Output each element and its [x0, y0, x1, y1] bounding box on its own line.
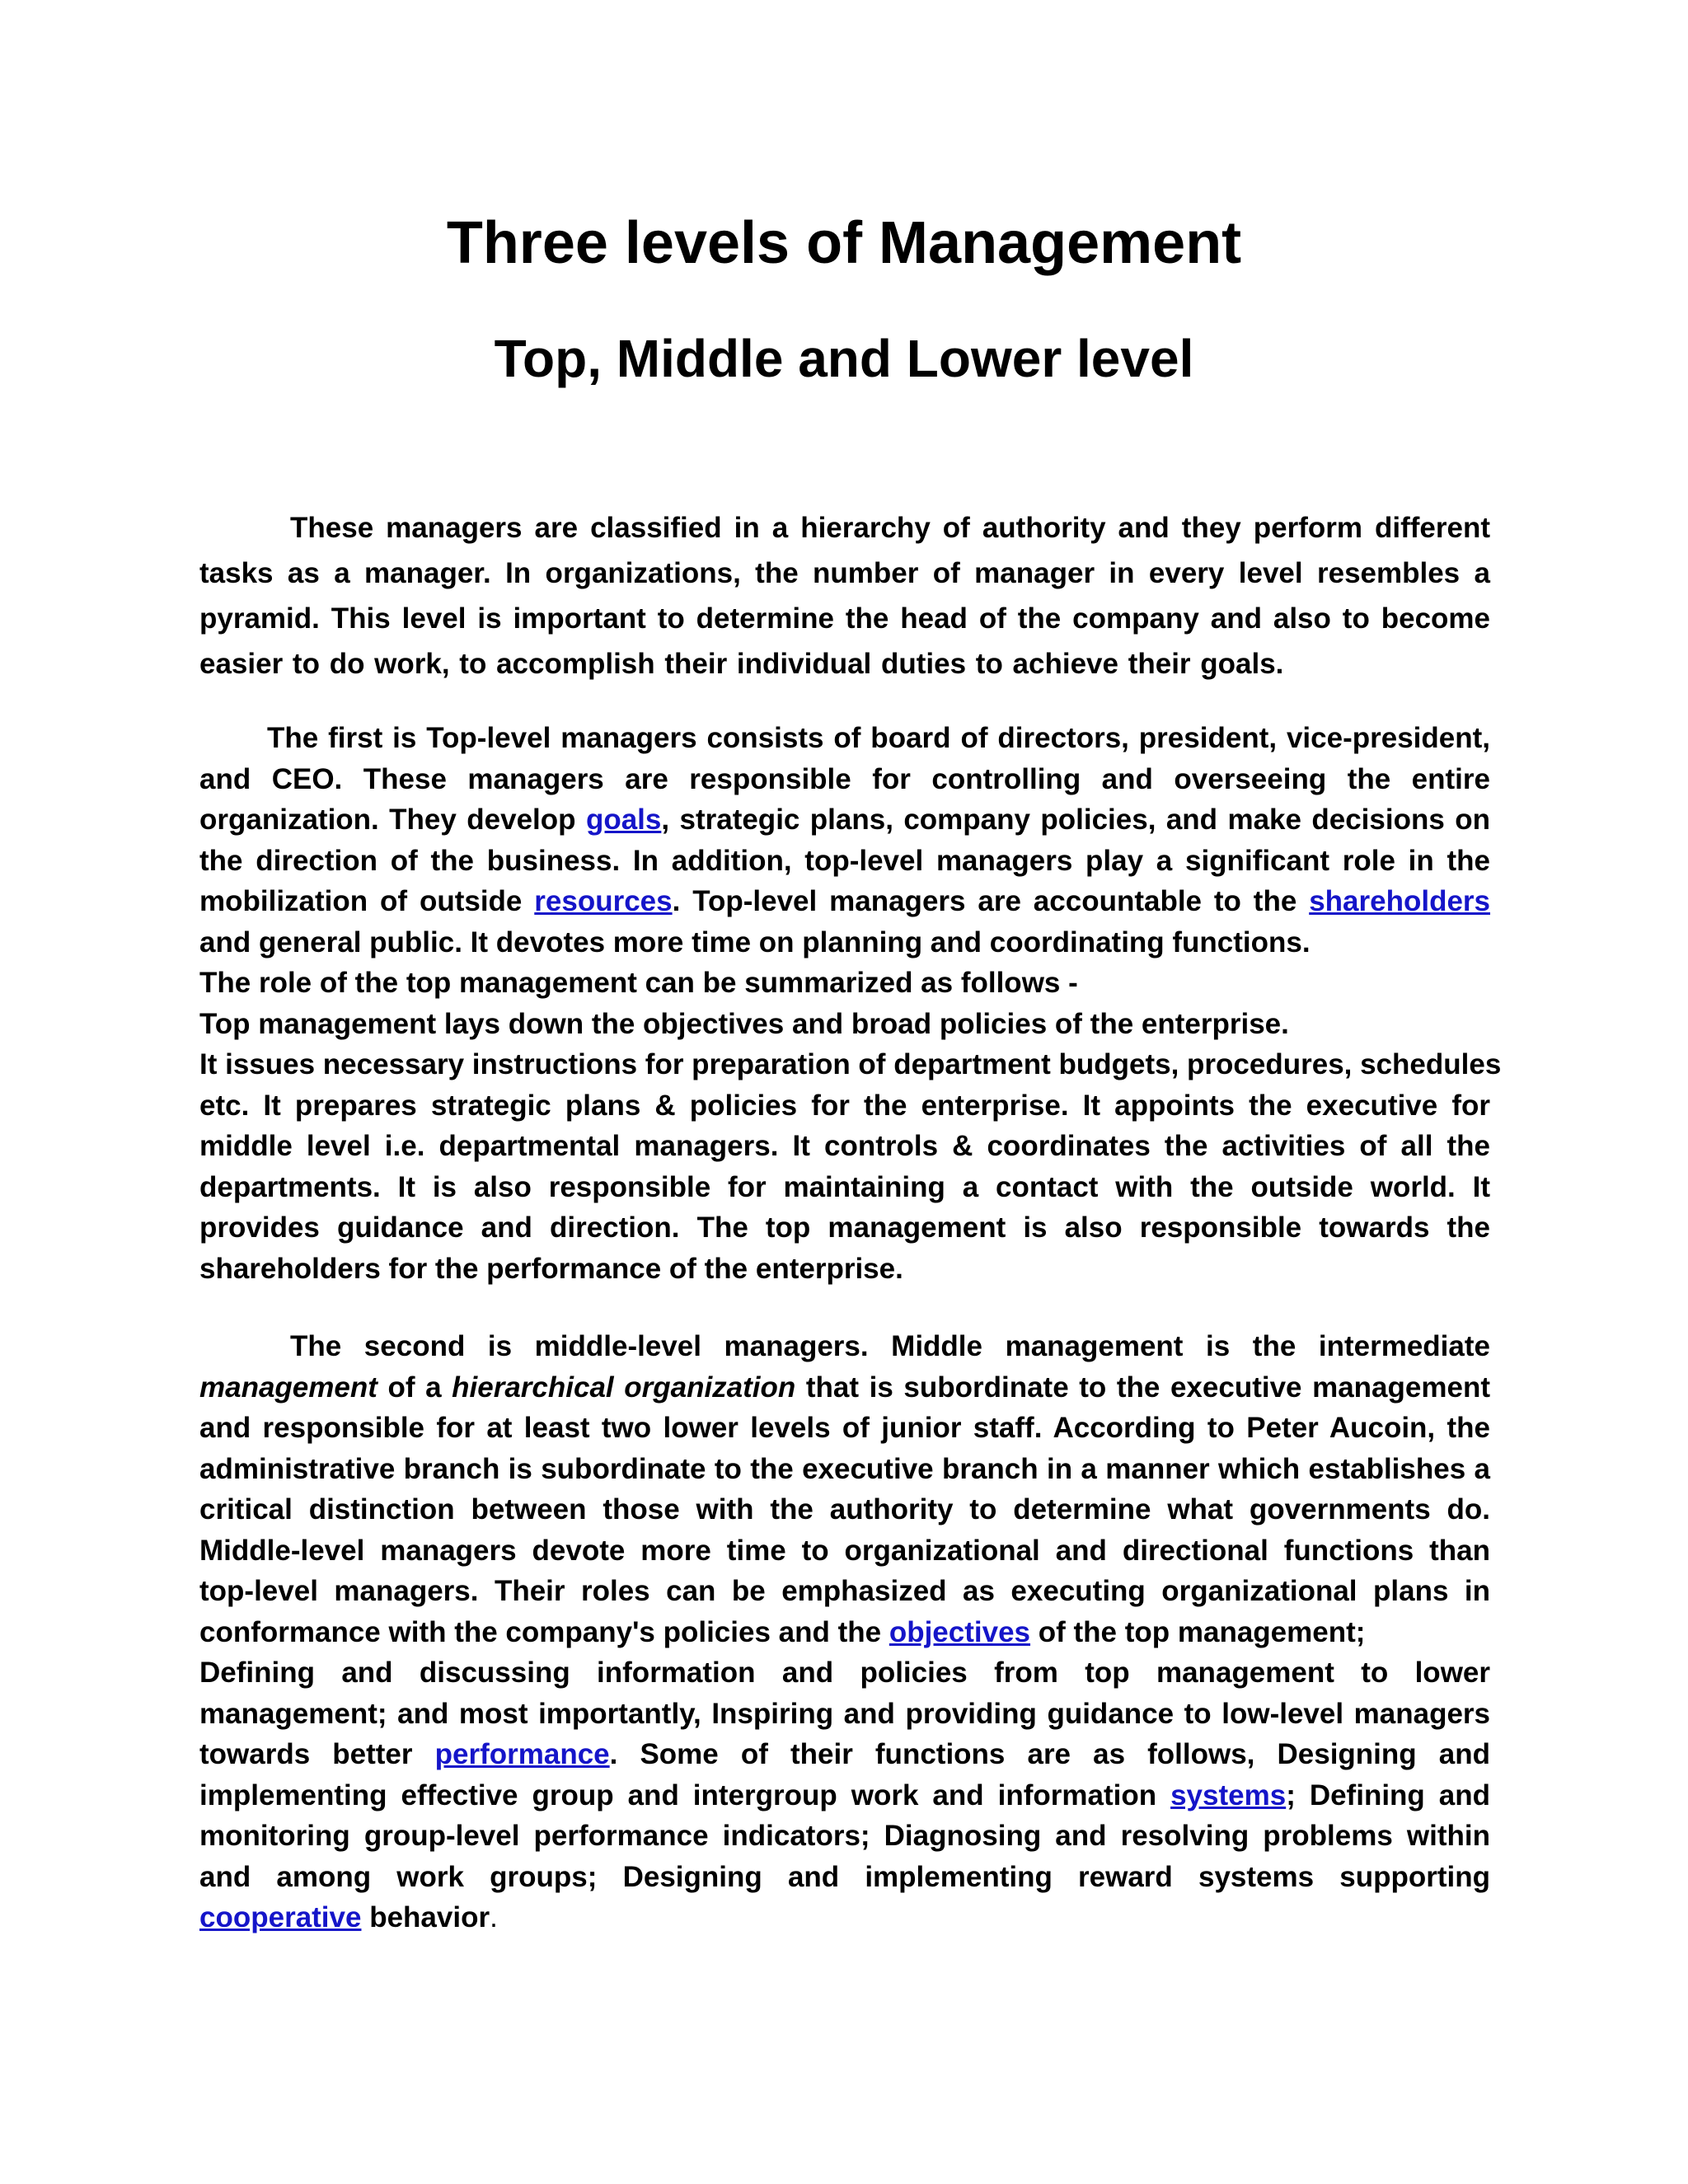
- link-cooperative[interactable]: cooperative: [199, 1901, 362, 1933]
- text-line: Middle-level managers devote more time to organizational and directional functions than: [199, 1534, 1490, 1567]
- text-line: and responsible for at least two lower levels of junior staff. According to Peter Aucoin, the: [199, 1412, 1490, 1444]
- page-subtitle: Top, Middle and Lower level: [494, 329, 1194, 388]
- text-line: monitoring group-level performance indicators; Diagnosing and resolving problems within: [199, 1820, 1490, 1852]
- link-performance[interactable]: performance: [434, 1738, 610, 1770]
- text-line: tasks as a manager. In organizations, the number of manager in every level resembles a: [199, 557, 1490, 589]
- text-line: and CEO. These managers are responsible for controlling and overseeing the entire: [199, 762, 1490, 795]
- text-line: easier to do work, to accomplish their individual duties to achieve their goals.: [199, 648, 1284, 680]
- text-line: critical distinction between those with the authority to determine what governments do.: [199, 1493, 1490, 1526]
- text-line: The first is Top-level managers consists of board of directors, president, vice-president,: [267, 722, 1490, 754]
- link-resources[interactable]: resources: [534, 885, 673, 917]
- text-line: management of a hierarchical organization that is subordinate to the executive management: [199, 1371, 1490, 1404]
- paragraph-middle-level: [199, 1326, 1490, 1938]
- text-line: Defining and discussing information and policies from top management to lower: [199, 1657, 1490, 1689]
- text-line: The second is middle-level managers. Middle management is the intermediate: [290, 1330, 1490, 1362]
- text-line: the direction of the business. In addition, top-level managers play a significant role in the: [199, 844, 1490, 877]
- text-line: towards better performance. Some of their functions are as follows, Designing and: [199, 1738, 1490, 1770]
- text-line: top-level managers. Their roles can be emphasized as executing organizational plans in: [199, 1575, 1490, 1607]
- text-line: These managers are classified in a hierarchy of authority and they perform different: [290, 512, 1490, 544]
- text-line: implementing effective group and intergroup work and information systems; Defining and: [199, 1779, 1490, 1811]
- text-line: It issues necessary instructions for preparation of department budgets, procedures, schedules: [199, 1048, 1502, 1080]
- text-line: administrative branch is subordinate to the executive branch in a manner which establishes a: [199, 1452, 1490, 1485]
- text-line: management; and most importantly, Inspiring and providing guidance to low-level managers: [199, 1697, 1490, 1730]
- text-line: provides guidance and direction. The top management is also responsible towards the: [199, 1212, 1490, 1244]
- text-line: and general public. It devotes more time on planning and coordinating functions.: [199, 926, 1311, 958]
- link-objectives[interactable]: objectives: [889, 1615, 1031, 1648]
- paragraph-intro: [199, 505, 1490, 687]
- link-systems[interactable]: systems: [1170, 1779, 1287, 1811]
- text-line: The role of the top management can be summarized as follows -: [199, 967, 1078, 999]
- text-line: cooperative behavior.: [199, 1901, 498, 1933]
- text-line: departments. It is also responsible for maintaining a contact with the outside world. It: [199, 1170, 1490, 1203]
- text-line: pyramid. This level is important to determine the head of the company and also to become: [199, 602, 1490, 635]
- text-line: etc. It prepares strategic plans & policies for the enterprise. It appoints the executive for: [199, 1089, 1490, 1122]
- text-line: conformance with the company's policies and the objectives of the top management;: [199, 1615, 1366, 1648]
- text-line: mobilization of outside resources. Top-level managers are accountable to the shareholders: [199, 885, 1490, 917]
- paragraph-top-level: [199, 718, 1502, 1289]
- text-line: Top management lays down the objectives and broad policies of the enterprise.: [199, 1007, 1289, 1040]
- text-line: and among work groups; Designing and implementing reward systems supporting: [199, 1860, 1490, 1893]
- text-line: shareholders for the performance of the enterprise.: [199, 1252, 903, 1285]
- link-shareholders[interactable]: shareholders: [1309, 885, 1490, 917]
- text-line: organization. They develop goals, strategic plans, company policies, and make decisions on: [199, 804, 1490, 836]
- link-goals[interactable]: goals: [585, 804, 662, 836]
- text-line: middle level i.e. departmental managers. It controls & coordinates the activities of all the: [199, 1130, 1490, 1162]
- page-title: Three levels of Management: [446, 210, 1242, 276]
